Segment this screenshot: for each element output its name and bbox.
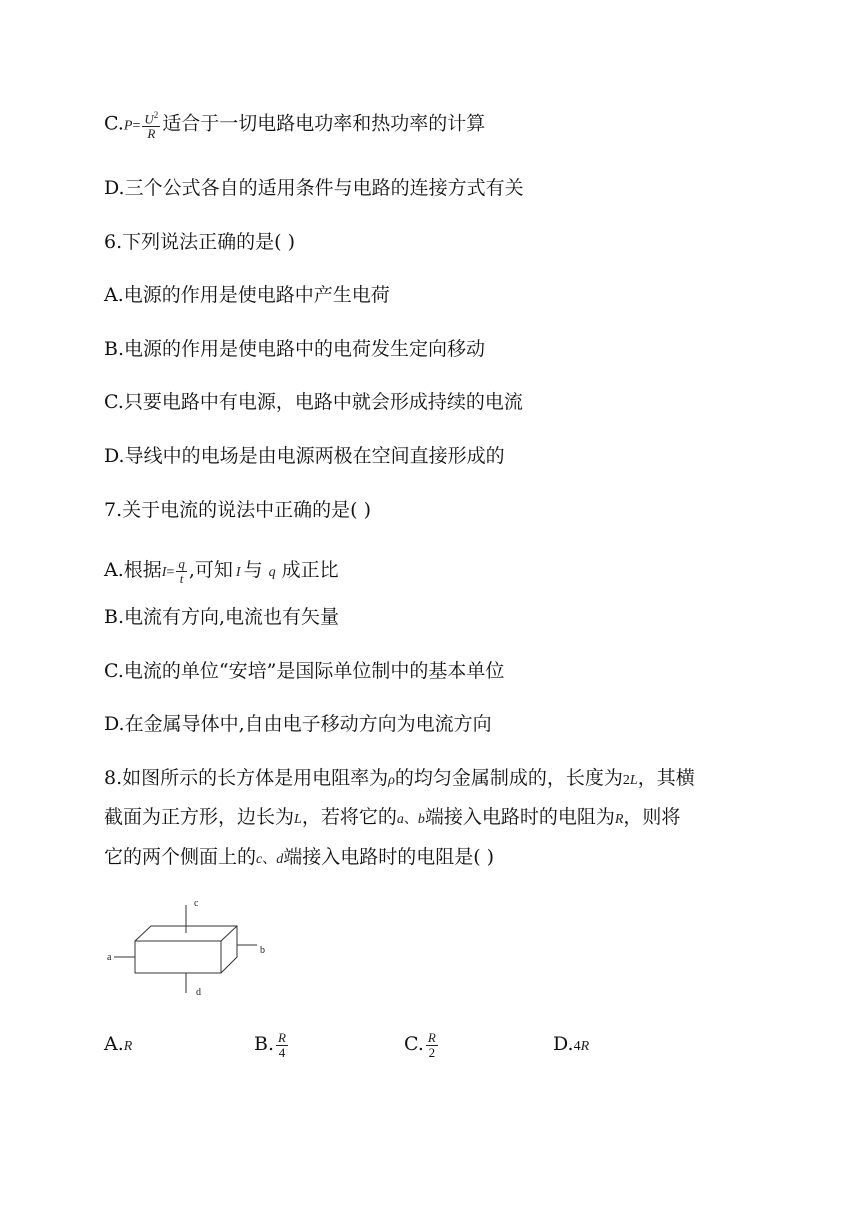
q6-option-d: D.导线中的电场是由电源两极在空间直接形成的 <box>104 445 505 467</box>
q8-option-b: B. $\frac{R}{4}$ <box>254 1029 286 1060</box>
cuboid-front-face <box>135 941 221 973</box>
fraction-denominator: R <box>147 126 156 142</box>
terminal-d-label: d <box>196 987 201 998</box>
q5-option-d: D.三个公式各自的适用条件与电路的连接方式有关 <box>104 177 524 199</box>
q7-stem: 7.关于电流的说法中正确的是( ) <box>104 499 371 521</box>
fraction: $\frac{R}{4}$ <box>278 1029 286 1060</box>
q7-option-a-prefix: A.根据 <box>104 559 162 581</box>
q7-option-b: B.电流有方向,电流也有矢量 <box>104 606 340 628</box>
q5-option-c <box>104 108 485 141</box>
fraction: $\frac{R}{2}$ <box>427 1029 436 1060</box>
q5-option-c-prefix: C. <box>104 112 124 135</box>
q5-option-c-text: 适合于一切电路电功率和热功率的计算 <box>162 112 486 135</box>
q7-option-a-mid2: 与 <box>243 559 263 581</box>
fraction-numerator: $U^2$ <box>144 110 159 127</box>
fraction-denominator: t <box>179 570 184 586</box>
q7-option-d: D.在金属导体中,自由电子移动方向为电流方向 <box>104 713 492 735</box>
q6-option-c: C.只要电路中有电源，电路中就会形成持续的电流 <box>104 391 523 413</box>
cuboid-back-edges <box>135 926 237 973</box>
q7-option-a-suffix: 成正比 <box>281 559 339 581</box>
q6-stem: 6.下列说法正确的是( ) <box>104 231 295 253</box>
terminal-b-label: b <box>260 945 265 956</box>
var-q: q <box>268 565 276 580</box>
q8-option-d: D.4R <box>553 1033 590 1055</box>
cuboid-figure <box>104 895 284 1005</box>
q7-option-a-mid1: ,可知 <box>188 559 233 581</box>
formula-fraction <box>176 557 187 586</box>
q7-option-a <box>104 556 339 587</box>
formula-eq: = <box>132 118 141 134</box>
formula-lhs: P <box>123 118 133 134</box>
cuboid-top-edge <box>221 926 237 941</box>
formula-eq: = <box>166 565 175 580</box>
q8-option-c: C. $\frac{R}{2}$ <box>404 1029 436 1060</box>
rho-symbol: ρ <box>388 773 395 788</box>
q8-stem-line2: 截面为正方形，边长为L，若将它的a、b端接入电路时的电阻为R，则将 <box>104 806 681 828</box>
q7-option-c: C.电流的单位“安培”是国际单位制中的基本单位 <box>104 660 505 682</box>
q8-option-a: A.R <box>104 1033 133 1055</box>
q6-option-a: A.电源的作用是使电路中产生电荷 <box>104 284 390 306</box>
q8-stem-line3: 它的两个侧面上的c、d端接入电路时的电阻是( ) <box>104 846 495 868</box>
terminal-a-label: a <box>107 952 112 963</box>
q6-option-b: B.电源的作用是使电路中的电荷发生定向移动 <box>104 338 486 360</box>
fraction-numerator: q <box>178 555 185 571</box>
formula-fraction <box>142 108 160 141</box>
formula-lhs: I <box>161 565 167 580</box>
q8-stem-line1: 8.如图所示的长方体是用电阻率为ρ的均匀金属制成的，长度为2L，其横 <box>104 767 695 789</box>
terminal-c-label: c <box>194 898 199 909</box>
var-i: I <box>235 565 241 580</box>
